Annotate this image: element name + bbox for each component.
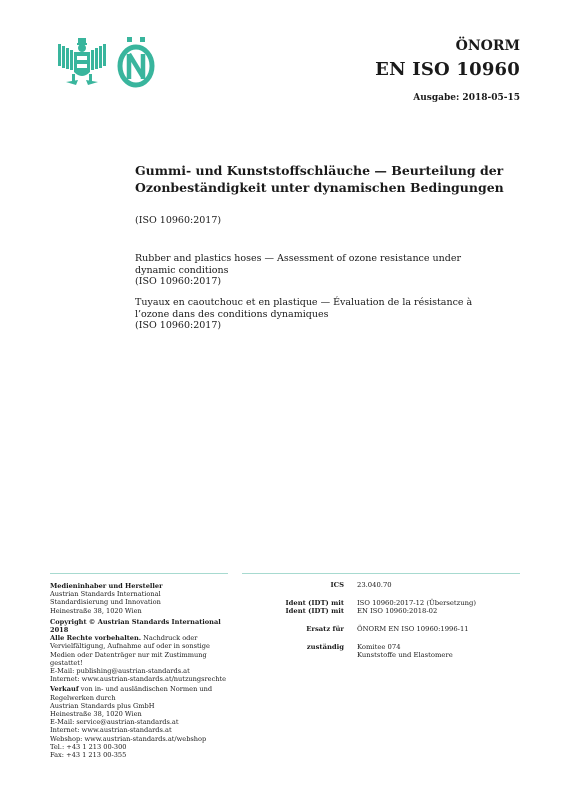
english-title-line: Rubber and plastics hoses — Assessment of ozone resistance under bbox=[135, 253, 462, 264]
responsible-label: zuständig bbox=[306, 643, 344, 651]
responsible-committee: Komitee 074 bbox=[357, 643, 401, 651]
publisher-info bbox=[50, 582, 232, 759]
divider-right bbox=[242, 573, 520, 574]
rights-text: Nachdruck oder bbox=[141, 634, 198, 643]
issue-date: Ausgabe: 2018-05-15 bbox=[413, 93, 520, 103]
divider-left bbox=[50, 573, 228, 574]
publisher-line: Austrian Standards International bbox=[50, 590, 161, 599]
english-title-line: dynamic conditions bbox=[135, 264, 229, 276]
french-iso-reference: (ISO 10960:2017) bbox=[135, 320, 222, 331]
sales-heading-text: von in- und ausländischen Normen und bbox=[78, 685, 213, 694]
ident-value: EN ISO 10960:2018-02 bbox=[357, 607, 438, 615]
ident-label: Ident (IDT) mit bbox=[285, 599, 344, 607]
ident-label: Ident (IDT) mit bbox=[285, 607, 344, 615]
english-title bbox=[135, 253, 495, 288]
french-title-line: l’ozone dans des conditions dynamiques bbox=[135, 308, 329, 320]
copyright-email: E-Mail: publishing@austrian-standards.at bbox=[50, 667, 190, 676]
replaces-label: Ersatz für bbox=[306, 625, 344, 633]
publisher-heading: Medieninhaber und Hersteller bbox=[50, 582, 163, 590]
publisher-line: Heinestraße 38, 1020 Wien bbox=[50, 606, 142, 615]
sales-phone: Tel.: +43 1 213 00-300 bbox=[50, 742, 127, 751]
ics-value: 23.040.70 bbox=[357, 581, 392, 589]
copyright-line: Vervielfältigung, Aufnahme auf oder in sonstige bbox=[50, 642, 210, 651]
sales-internet: Internet: www.austrian-standards.at bbox=[50, 726, 172, 735]
publisher-line: Standardisierung und Innovation bbox=[50, 598, 161, 607]
austrian-eagle-logo bbox=[54, 36, 110, 88]
sales-heading: Verkauf bbox=[50, 685, 79, 694]
ident-value: ISO 10960:2017-12 (Übersetzung) bbox=[357, 599, 476, 607]
standard-number: EN ISO 10960 bbox=[375, 59, 520, 80]
sales-webshop: Webshop: www.austrian-standards.at/webshop bbox=[50, 734, 207, 743]
responsible-committee-name: Kunststoffe und Elastomere bbox=[357, 651, 453, 659]
iso-reference: (ISO 10960:2017) bbox=[135, 215, 222, 226]
onorm-logo bbox=[116, 37, 156, 89]
sales-line: Regelwerken durch bbox=[50, 693, 116, 702]
french-title bbox=[135, 297, 495, 332]
copyright-line: gestattet! bbox=[50, 658, 83, 667]
document-title bbox=[135, 162, 505, 196]
sales-fax: Fax: +43 1 213 00-355 bbox=[50, 751, 127, 760]
english-iso-reference: (ISO 10960:2017) bbox=[135, 276, 222, 287]
french-title-line: Tuyaux en caoutchouc et en plastique — Évaluation de la résistance à bbox=[135, 297, 473, 308]
copyright-line: Medien oder Datenträger nur mit Zustimmung bbox=[50, 650, 207, 659]
copyright-internet: Internet: www.austrian-standards.at/nutzungsrechte bbox=[50, 675, 227, 684]
sales-email: E-Mail: service@austrian-standards.at bbox=[50, 718, 179, 727]
replaces-value: ÖNORM EN ISO 10960:1996-11 bbox=[357, 625, 469, 633]
title-line: Ozonbeständigkeit unter dynamischen Bedingungen bbox=[135, 180, 504, 195]
ics-label: ICS bbox=[330, 581, 344, 589]
sales-line: Austrian Standards plus GmbH bbox=[50, 701, 155, 710]
copyright-heading: Copyright © Austrian Standards International 2018 bbox=[50, 617, 221, 635]
rights-reserved: Alle Rechte vorbehalten. bbox=[50, 634, 142, 643]
title-line: Gummi- und Kunststoffschläuche — Beurteilung der bbox=[135, 163, 504, 178]
sales-line: Heinestraße 38, 1020 Wien bbox=[50, 710, 142, 719]
norm-label: ÖNORM bbox=[455, 38, 520, 54]
